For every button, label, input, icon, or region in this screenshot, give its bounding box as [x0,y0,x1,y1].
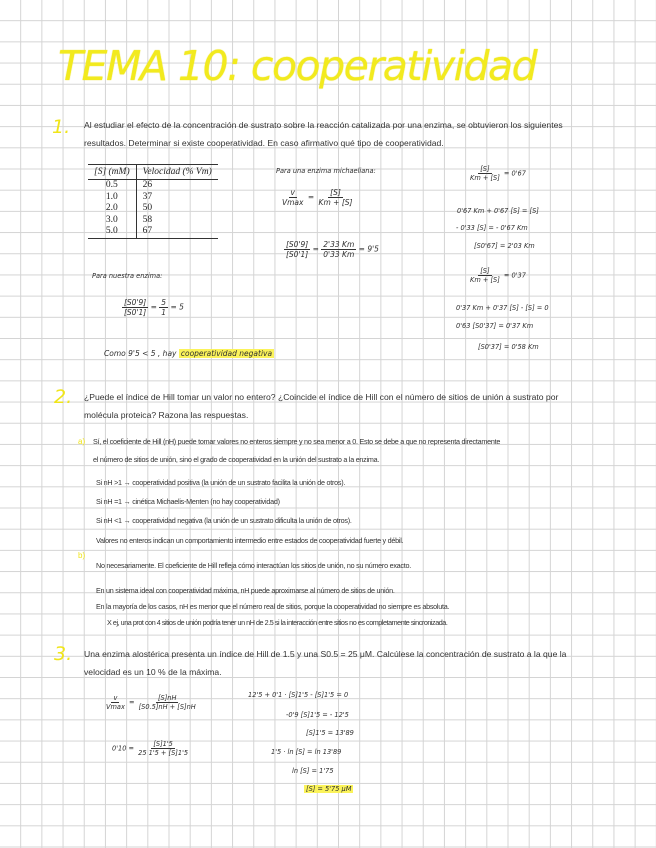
table-header-substrate: [S] (mM) [88,165,136,180]
answer-line: Si nH >1 → cooperatividad positiva (la unión de un sustrato facilita la unión de otros). [96,478,346,487]
answer-line: Si nH =1 → cinética Michaelis-Menten (no hay cooperatividad) [96,497,280,506]
question-2-number: 2. [54,386,73,408]
mm-num: v [290,188,295,197]
our-mid-den: 1 [161,308,167,317]
table-cell: 58 [142,214,153,225]
table-header-velocity: Velocidad (% Vm) [136,165,218,180]
right-calc-line: 0'37 Km + 0'37 [S] - [S] = 0 [456,304,549,312]
right-frac-num: [S] [480,165,490,173]
mm-rhs-num: [S] [330,188,341,197]
right-calc-line: - 0'33 [S] = - 0'67 Km [456,224,528,232]
answer-line: Si nH <1 → cooperatividad negativa (la unión de un sustrato dificulta la unión de otros). [96,516,352,525]
question-1-number: 1. [52,116,71,138]
answer-line: No necesariamente. El coeficiente de Hill refleja cómo interactúan los sitios de unión, no su número exacto. [96,561,411,570]
hill-equation: $\frac{v}{Vmax}$ = $\frac{[S]nH}{[S0.5]nH + [S]nH}$ [106,694,196,711]
conclusion-prefix: Como 9'5 < 5 , hay [104,349,177,358]
answer-line: En un sistema ideal con cooperatividad máxima, nH puede aproximarse al número de sitios de unión. [96,586,395,595]
mm-den: Vmax [282,198,304,207]
table-cell: 3.0 [88,215,136,227]
question-3-number: 3. [54,643,73,665]
hill-lhs-den: Vmax [106,703,125,711]
page-title: TEMA 10: cooperatividad [58,42,537,90]
hill-rhs-den: [S0.5]nH + [S]nH [138,703,196,711]
final-result [304,785,353,793]
ratio-result: = 9'5 [358,244,379,254]
data-table [88,164,218,239]
right-frac-num: [S] [480,267,490,275]
calc-step: 12'5 + 0'1 · [S]1'5 - [S]1'5 = 0 [248,691,349,699]
table-cell: 50 [142,203,153,213]
answer-line: el número de sitios de unión, sino el grado de cooperatividad en la unión del sustrato a la enzima. [93,455,380,464]
answer-line: Valores no enteros indican un comportamiento intermedio entre estados de cooperatividad fuerte y débil. [96,536,404,545]
ratio-den: [S0'1] [286,250,309,259]
conclusion-highlight: cooperatividad negativa [180,349,273,358]
ratio-num: [S0'9] [286,240,309,249]
answer-a-mark: a) [78,437,86,446]
hill-eq2-num: [S]1'5 [153,740,173,748]
table-cell: 5.0 [88,226,136,238]
ratio-mid-num: 2'33 Km [323,240,355,249]
our-mid-num: 5 [161,298,167,307]
right-frac-den: Km + [S] [470,276,500,284]
calc-step: [S]1'5 = 13'89 [306,729,354,737]
ratio-equation: $\frac{[S0'9]}{[S0'1]}$ = $\frac{2'33 Km}{0'33 Km}$ = 9'5 [286,240,379,259]
answer-b-mark: b) [78,551,86,560]
mm-equation: $\frac{v}{Vmax}$ = $\frac{[S]}{Km + [S]}$ [282,188,353,207]
our-result: = 5 [170,302,184,312]
calc-step: ln [S] = 1'75 [292,767,334,775]
table-cell: 26 [142,180,153,190]
question-2-text: ¿Puede el índice de Hill tomar un valor no entero? ¿Coincide el índice de Hill con el número de sitios de unión a sustrato por molécula proteica? Razona las respuestas. [84,392,559,420]
our-den: [S0'1] [124,308,147,317]
answer-line: En la mayoría de los casos, nH es menor que el número real de sitios, porque la cooperatividad no siempre es absoluta. [96,602,450,611]
our-num: [S0'9] [124,298,147,307]
table-cell: 37 [142,191,153,202]
table-cell: 2.0 [88,203,136,215]
michaelis-label: Para una enzima michaeliana: [276,167,376,175]
calc-step: -0'9 [S]1'5 = - 12'5 [286,711,349,719]
right-frac-den: Km + [S] [470,174,500,182]
answer-line: Sí, el coeficiente de Hill (nH) puede tomar valores no enteros siempre y no sea menor a 0. Esto se debe a que no representa directamente [93,437,501,446]
right-calc-line: = 0'67 [503,169,526,178]
right-frac-1 [468,165,526,182]
table-cell: 0.5 [88,180,136,192]
right-calc-line: 0'63 [S0'37] = 0'37 Km [456,322,534,330]
hill-eq2-lhs: 0'10 = [112,744,135,753]
ratio-mid-den: 0'33 Km [323,250,355,259]
hill-equation-2 [112,740,190,757]
table-cell: 1.0 [88,192,136,204]
hill-lhs-num: v [113,694,118,702]
right-calc-line: [S0'67] = 2'03 Km [474,242,535,250]
table-cell: 67 [136,226,218,238]
mm-rhs-den: Km + [S] [318,198,353,207]
hill-rhs-num: [S]nH [157,694,177,702]
our-enzyme-label: Para nuestra enzima: [92,272,163,280]
right-calc-line: [S0'37] = 0'58 Km [478,343,539,351]
question-1-text: Al estudiar el efecto de la concentración de sustrato sobre la reacción catalizada por una enzima, se obtuvieron los siguientes resultados. Determinar si existe cooperatividad. En caso afirmativo qué tipo de cooperatividad. [84,120,563,148]
hill-eq2-den: 25 1'5 + [S]1'5 [138,749,189,757]
calc-step: 1'5 · ln [S] = ln 13'89 [271,748,342,756]
right-frac-2 [468,267,526,284]
conclusion [104,349,274,358]
answer-line: X ej, una prot con 4 sitios de unión podría tener un nH de 2.5 si la interacción entre sitios no es completamente sincronizada. [107,618,448,627]
right-calc-line: 0'67 Km + 0'67 [S] = [S] [457,207,539,215]
our-ratio-equation: $\frac{[S0'9]}{[S0'1]}$ = $\frac{5}{1}$ = 5 [124,298,184,317]
final-result-text: [S] = 5'75 μM [306,785,352,793]
right-calc-line: = 0'37 [503,271,526,280]
question-3-text: Una enzima alostérica presenta un índice de Hill de 1.5 y una S0.5 = 25 μM. Calcúlese la concentración de sustrato a la que la velocidad es un 10 % de la máxima. [84,649,567,677]
